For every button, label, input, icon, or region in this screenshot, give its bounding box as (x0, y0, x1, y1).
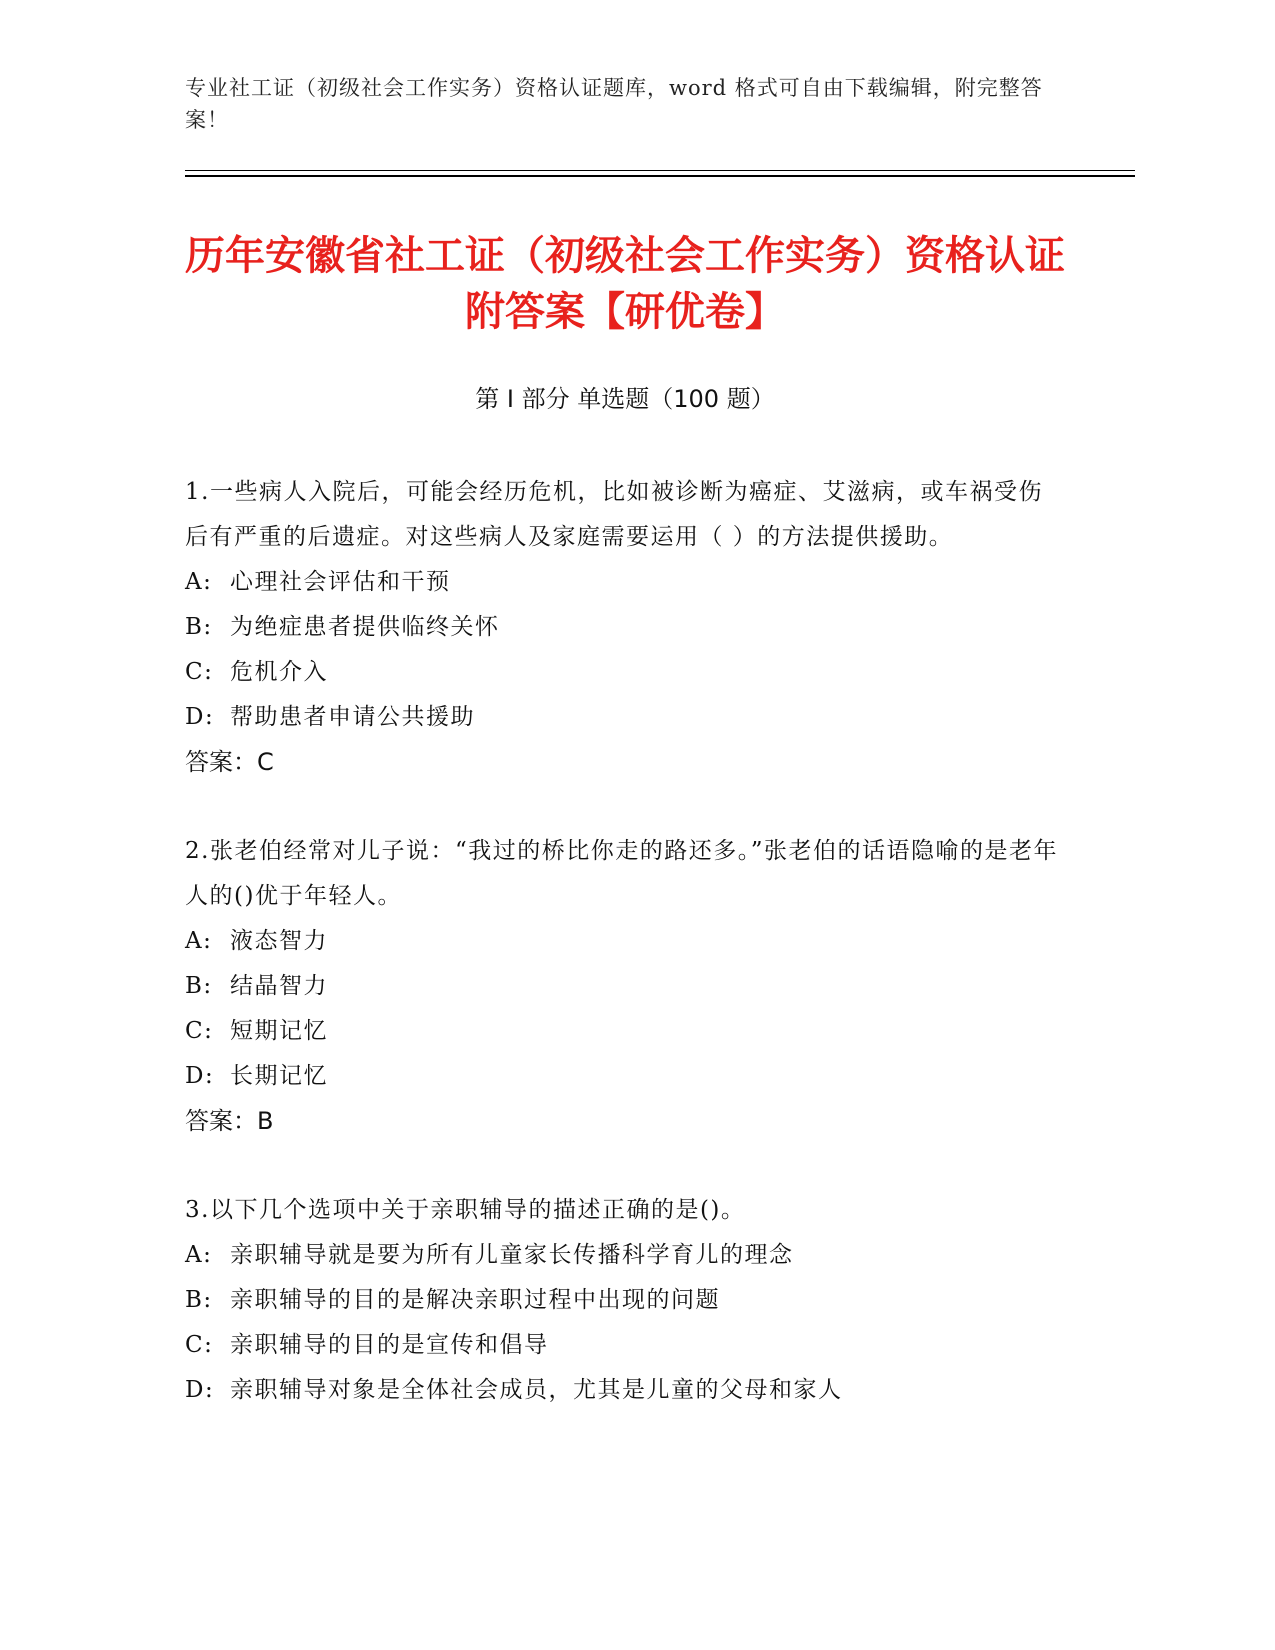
question-list (185, 470, 1065, 1457)
header-divider-bottom (185, 175, 1135, 177)
option-d (185, 1054, 1065, 1099)
option-c (185, 1323, 1065, 1368)
option-text: 亲职辅导的目的是宣传和倡导 (230, 1332, 549, 1358)
option-key: B: (185, 1287, 213, 1313)
header-note: 专业社工证（初级社会工作实务）资格认证题库，word 格式可自由下载编辑，附完整答案！ (185, 76, 1043, 132)
option-c (185, 1009, 1065, 1054)
document-title: 历年安徽省社工证（初级社会工作实务）资格认证附答案【研优卷】 (185, 233, 1065, 335)
question-stem: 1.一些病人入院后，可能会经历危机，比如被诊断为癌症、艾滋病，或车祸受伤后有严重的后遗症。对这些病人及家庭需要运用（ ）的方法提供援助。 (185, 479, 1043, 550)
option-text: 帮助患者申请公共援助 (230, 704, 475, 730)
option-key: C: (185, 1332, 214, 1358)
option-key: A: (185, 928, 213, 954)
option-text: 短期记忆 (230, 1018, 328, 1044)
option-key: B: (185, 614, 213, 640)
option-a (185, 1233, 1065, 1278)
option-text: 亲职辅导的目的是解决亲职过程中出现的问题 (230, 1287, 720, 1313)
option-key: A: (185, 569, 213, 595)
option-key: D: (185, 704, 215, 730)
question-2 (185, 829, 1065, 1144)
option-c (185, 650, 1065, 695)
answer-line: 答案：C (185, 748, 274, 776)
option-b (185, 1278, 1065, 1323)
option-a (185, 919, 1065, 964)
option-text: 液态智力 (230, 928, 328, 954)
option-key: D: (185, 1377, 215, 1403)
section-heading: 第 I 部分 单选题（100 题） (475, 385, 775, 413)
answer-line: 答案：B (185, 1107, 274, 1135)
option-text: 心理社会评估和干预 (230, 569, 451, 595)
option-text: 危机介入 (230, 659, 328, 685)
question-1 (185, 470, 1065, 785)
option-text: 长期记忆 (230, 1063, 328, 1089)
option-text: 亲职辅导对象是全体社会成员，尤其是儿童的父母和家人 (230, 1377, 843, 1403)
option-key: B: (185, 973, 213, 999)
option-a (185, 560, 1065, 605)
option-text: 亲职辅导就是要为所有儿童家长传播科学育儿的理念 (230, 1242, 794, 1268)
option-d (185, 695, 1065, 740)
option-b (185, 605, 1065, 650)
option-key: A: (185, 1242, 213, 1268)
question-3 (185, 1188, 1065, 1413)
option-d (185, 1368, 1065, 1413)
option-key: C: (185, 1018, 214, 1044)
option-key: D: (185, 1063, 215, 1089)
question-stem: 3.以下几个选项中关于亲职辅导的描述正确的是()。 (185, 1197, 746, 1223)
option-key: C: (185, 659, 214, 685)
option-text: 结晶智力 (230, 973, 328, 999)
question-stem: 2.张老伯经常对儿子说：“我过的桥比你走的路还多。”张老伯的话语隐喻的是老年人的()优于年轻人。 (185, 838, 1058, 909)
option-text: 为绝症患者提供临终关怀 (230, 614, 500, 640)
option-b (185, 964, 1065, 1009)
header-divider-top (185, 170, 1135, 171)
